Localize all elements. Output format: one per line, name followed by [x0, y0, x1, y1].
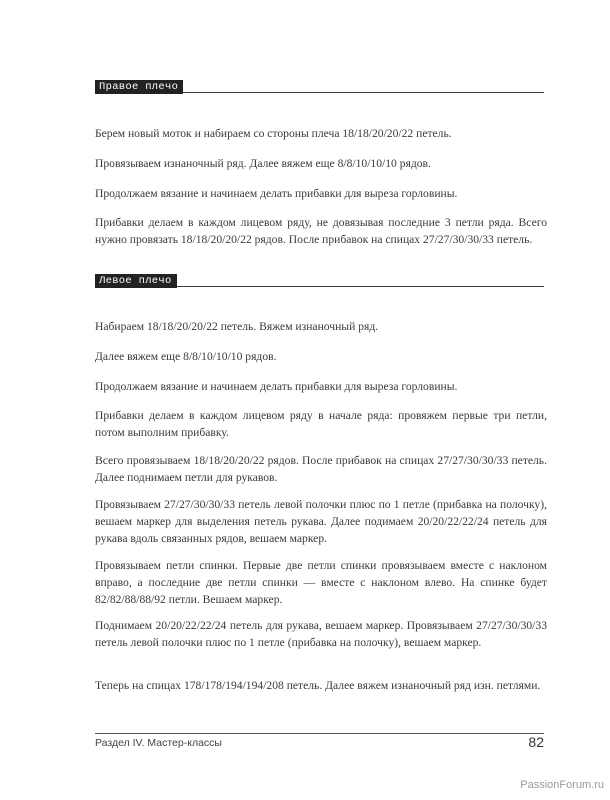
paragraph: Поднимаем 20/20/22/22/24 петель для рукава, вешаем маркер. Провязываем 27/27/30/30/33 петель левой полочки плюс по 1 петле (прибавка на полочку), вешаем маркер.: [95, 619, 547, 649]
paragraph: Теперь на спицах 178/178/194/194/208 петель. Далее вяжем изнаночный ряд изн. петлями.: [95, 679, 541, 692]
section-title: Правое плечо: [95, 80, 183, 94]
paragraph: Провязываем 27/27/30/30/33 петель левой полочки плюс по 1 петле (прибавка на полочку), вешаем маркер для выделения петель рукава. Далее подимаем 20/20/22/22/24 петель для рукава вдоль связанных рядов, вешаем маркер.: [95, 498, 547, 545]
paragraph: Далее вяжем еще 8/8/10/10/10 рядов.: [95, 350, 277, 363]
footer-section-label: Раздел IV. Мастер-классы: [95, 737, 222, 749]
section-title: Левое плечо: [95, 274, 177, 288]
paragraph: Берем новый моток и набираем со стороны плеча 18/18/20/20/22 петель.: [95, 127, 452, 140]
paragraph: Прибавки делаем в каждом лицевом ряду в начале ряда: провяжем первые три петли, потом выполним прибавку.: [95, 409, 547, 439]
paragraph: Набираем 18/18/20/20/22 петель. Вяжем изнаночный ряд.: [95, 320, 379, 333]
paragraph: Провязываем петли спинки. Первые две петли спинки провязываем вместе с наклоном вправо, а последние две петли спинки — вместе с наклоном влево. На спинке будет 82/82/88/88/92 петли. Вешаем маркер.: [95, 559, 547, 606]
section-heading-right-shoulder: [95, 80, 544, 94]
paragraph: Продолжаем вязание и начинаем делать прибавки для выреза горловины.: [95, 380, 458, 393]
paragraph: Продолжаем вязание и начинаем делать прибавки для выреза горловины.: [95, 187, 458, 200]
paragraph: Всего провязываем 18/18/20/20/22 рядов. После прибавок на спицах 27/27/30/30/33 петель. Далее поднимаем петли для рукавов.: [95, 454, 547, 484]
page-number: 82: [528, 734, 544, 750]
paragraph: Прибавки делаем в каждом лицевом ряду, не довязывая последние 3 петли ряда. Всего нужно провязать 18/18/20/20/22 рядов. После прибавок на спицах 27/27/30/30/33 петель.: [95, 216, 547, 246]
watermark: PassionForum.ru: [520, 779, 604, 791]
section-heading-left-shoulder: [95, 274, 544, 288]
footer-rule: [95, 733, 544, 734]
paragraph: Провязываем изнаночный ряд. Далее вяжем еще 8/8/10/10/10 рядов.: [95, 157, 431, 170]
